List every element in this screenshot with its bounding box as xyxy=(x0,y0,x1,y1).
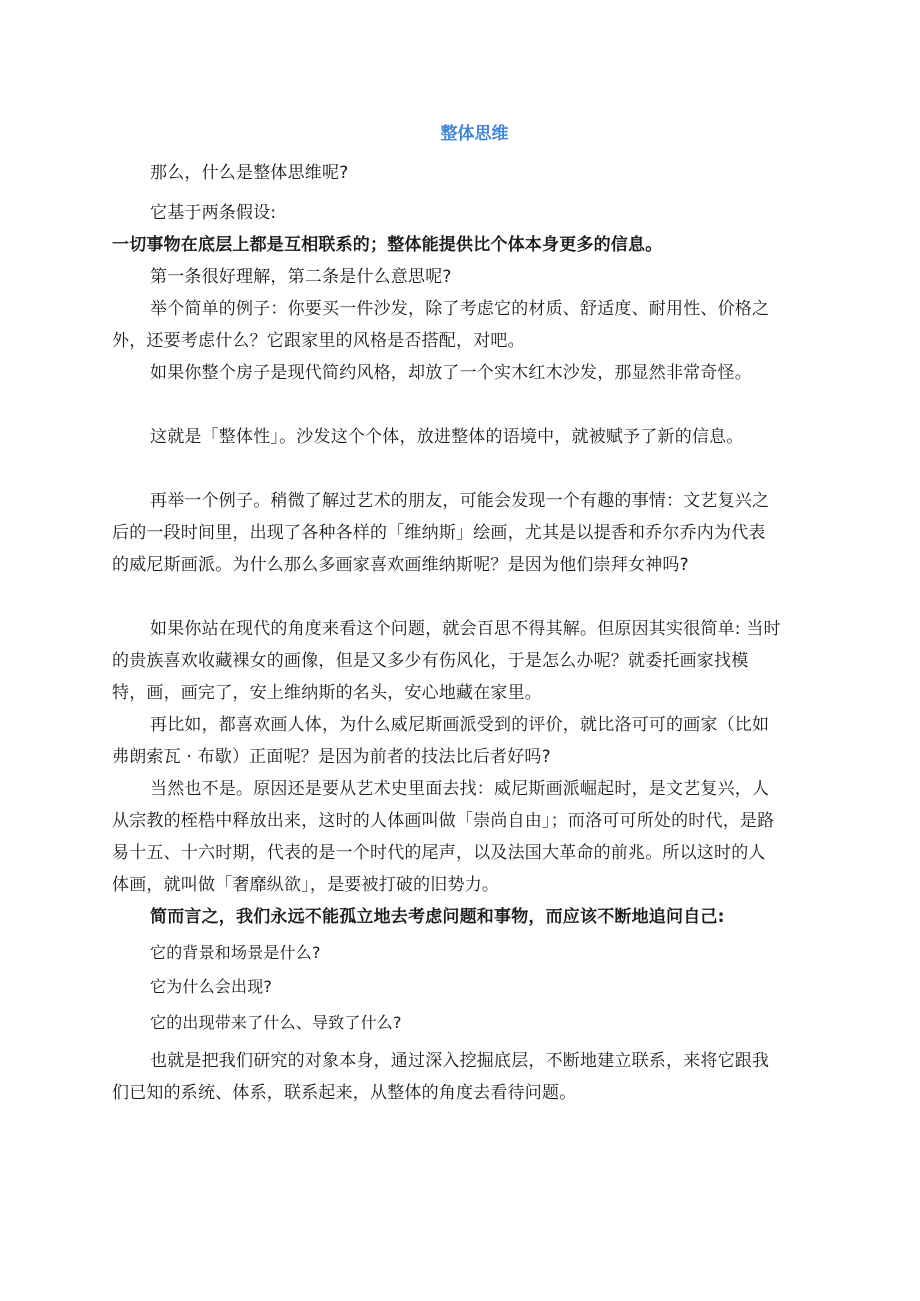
paragraph-2: 它基于两条假设: xyxy=(150,203,277,223)
paragraph-11: 当然也不是。原因还是要从艺术史里面去找：威尼斯画派崛起时，是文艺复兴，人从宗教的桎梏中释放出来，这时的人体画叫做「崇尚自由」；而洛可可所处的时代，是路易十五、十六时期，代表的是一个时代的尾声，以及法国大革命的前兆。所以这时的人体画，就叫做「奢靡纵欲」，是要被打破的旧势力。 xyxy=(112,779,775,895)
paragraph-8: 再举一个例子。稍微了解过艺术的朋友，可能会发现一个有趣的事情：文艺复兴之后的一段时间里，出现了各种各样的「维纳斯」绘画，尤其是以提香和乔尔乔内为代表的威尼斯画派。为什么那么多画家喜欢画维纳斯呢？是因为他们崇拜女神吗? xyxy=(112,491,770,575)
document-title: 整体思维 xyxy=(440,124,509,144)
question-1: 它的背景和场景是什么? xyxy=(150,943,321,962)
question-3: 它的出现带来了什么、导致了什么? xyxy=(150,1013,402,1032)
question-2: 它为什么会出现? xyxy=(150,977,273,996)
paragraph-12-bold-summary: 简而言之，我们永远不能孤立地去考虑问题和事物，而应该不断地追问自己: xyxy=(150,907,725,927)
paragraph-3-bold-thesis: 一切事物在底层上都是互相联系的；整体能提供比个体本身更多的信息。 xyxy=(112,235,663,255)
paragraph-10: 再比如，都喜欢画人体，为什么威尼斯画派受到的评价，就比洛可可的画家（比如弗朗索瓦 · 布歇）正面呢？是因为前者的技法比后者好吗? xyxy=(112,715,770,767)
paragraph-5: 举个简单的例子：你要买一件沙发，除了考虑它的材质、舒适度、耐用性、价格之外，还要考虑什么？它跟家里的风格是否搭配，对吧。 xyxy=(112,299,770,351)
paragraph-4: 第一条很好理解，第二条是什么意思呢? xyxy=(150,267,452,287)
paragraph-conclusion: 也就是把我们研究的对象本身，通过深入挖掘底层，不断地建立联系，来将它跟我们已知的系统、体系，联系起来，从整体的角度去看待问题。 xyxy=(112,1051,770,1103)
paragraph-1: 那么，什么是整体思维呢? xyxy=(150,163,349,183)
paragraph-6: 如果你整个房子是现代简约风格，却放了一个实木红木沙发，那显然非常奇怪。 xyxy=(150,363,752,383)
paragraph-7: 这就是「整体性」。沙发这个个体，放进整体的语境中，就被赋予了新的信息。 xyxy=(150,427,744,447)
paragraph-9: 如果你站在现代的角度来看这个问题，就会百思不得其解。但原因其实很简单: 当时的贵族喜欢收藏裸女的画像，但是又多少有伤风化，于是怎么办呢？就委托画家找模特，画，画完了，安上维纳斯的名头，安心地藏在家里。 xyxy=(112,619,781,703)
